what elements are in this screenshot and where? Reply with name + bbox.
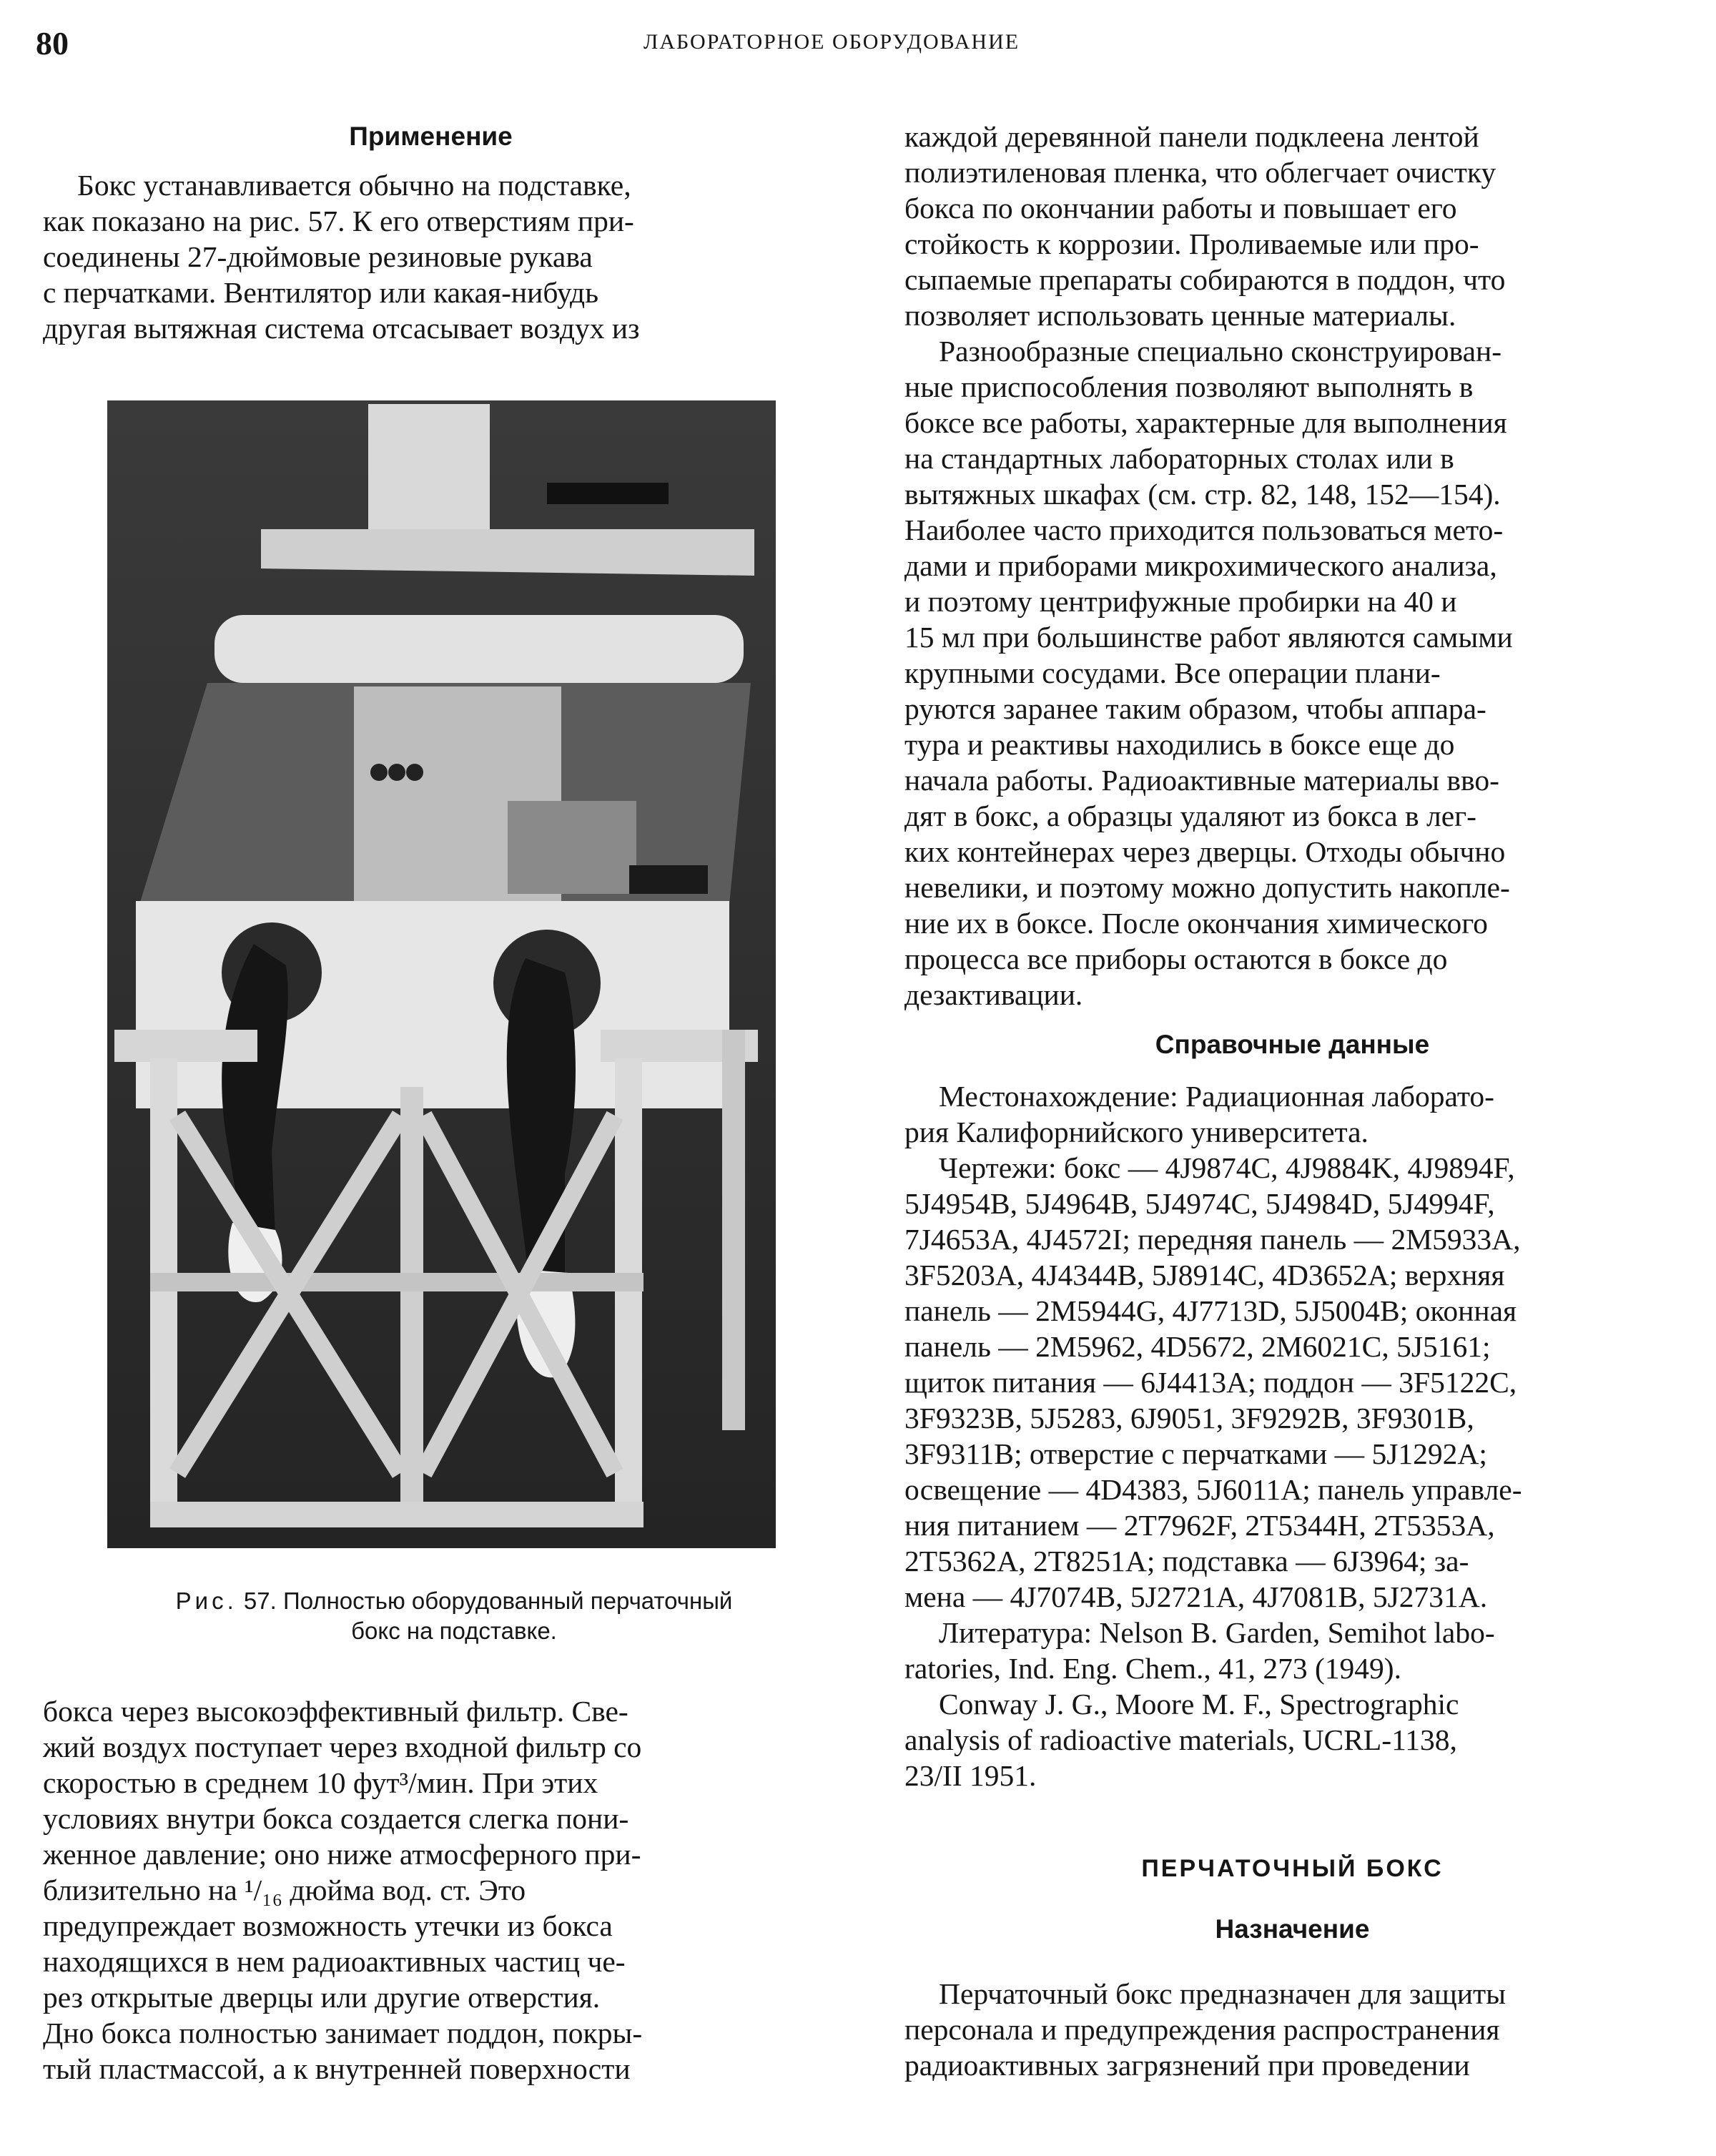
text-line: процесса все приборы остаются в боксе до [904, 942, 1448, 975]
text-line: ния питанием — 2T7962F, 2T5344H, 2T5353A, [904, 1509, 1495, 1542]
page-number: 80 [36, 25, 69, 61]
text-line: крупными сосудами. Все операции плани- [904, 656, 1441, 689]
text-line: на стандартных лабораторных столах или в [904, 442, 1454, 475]
text-line: женное давление; оно ниже атмосферного при- [43, 1838, 641, 1871]
text-line: ких контейнерах через дверцы. Отходы обычно [904, 835, 1506, 868]
text-line: дами и приборами микрохимического анализа, [904, 549, 1497, 582]
text-line: Чертежи: бокс — 4J9874C, 4J9884K, 4J9894F, [939, 1151, 1515, 1184]
text-line: Бокс устанавливается обычно на подставке, [77, 169, 631, 202]
text-line: боксе все работы, характерные для выполнения [904, 406, 1507, 439]
text-line: находящихся в нем радиоактивных частиц че- [43, 1945, 626, 1978]
text-line: с перчатками. Вентилятор или какая-нибудь [43, 276, 599, 309]
section-title-reference: Справочные данные [1155, 1030, 1430, 1059]
text-line: ние их в боксе. После окончания химического [904, 907, 1488, 940]
text-line: вытяжных шкафах (см. стр. 82, 148, 152—154). [904, 478, 1501, 511]
text-line: 2T5362A, 2T8251A; подставка — 6J3964; за- [904, 1545, 1469, 1577]
literature-paragraph [904, 1615, 1680, 1686]
text-line: рия Калифорнийского университета. [904, 1116, 1369, 1148]
filter-paragraph [43, 1693, 819, 2087]
figure-number: 57. [243, 1588, 277, 1614]
text-line: невелики, и поэтому можно допустить накопле- [904, 871, 1510, 904]
text-line: 15 мл при большинстве работ являются самыми [904, 621, 1513, 654]
application-paragraph [43, 167, 819, 346]
text-line: 5J4954B, 5J4964B, 5J4974C, 5J4984D, 5J4994F, [904, 1187, 1495, 1220]
purpose-paragraph [904, 1976, 1680, 2083]
text-line: Литература: Nelson B. Garden, Semihot labo- [939, 1616, 1495, 1649]
caption-line-1: Полностью оборудованный перчаточный [282, 1588, 733, 1614]
text-line: панель — 2M5944G, 4J7713D, 5J5004B; оконная [904, 1294, 1517, 1327]
location-paragraph [904, 1078, 1680, 1150]
text-line: бокса по окончании работы и повышает его [904, 192, 1457, 225]
text-line: Разнообразные специально сконструирован- [939, 335, 1502, 368]
left-column-lower [43, 1693, 819, 2087]
text-line: analysis of radioactive materials, UCRL-1138, [904, 1723, 1457, 1756]
text-line: сыпаемые препараты собираются в поддон, что [904, 263, 1506, 296]
text-line: Местонахождение: Радиационная лаборато- [939, 1080, 1494, 1113]
polyethylene-paragraph [904, 119, 1680, 333]
text-line: бокса через высокоэффективный фильтр. Све- [43, 1695, 628, 1728]
text-line: как показано на рис. 57. К его отверстиям при- [43, 205, 634, 237]
text-line: ные приспособления позволяют выполнять в [904, 370, 1474, 403]
drawings-paragraph [904, 1150, 1680, 1615]
caption-line-2: бокс на подставке. [351, 1618, 557, 1644]
section-title-application: Применение [349, 122, 513, 151]
text-line: освещение — 4D4383, 5J6011A; панель управле- [904, 1473, 1522, 1506]
text-line: 3F9311B; отверстие с перчатками — 5J1292A; [904, 1437, 1487, 1470]
figure-label: Рис. [175, 1588, 237, 1614]
text-line: и поэтому центрифужные пробирки на 40 и [904, 585, 1457, 618]
text-line: условиях внутри бокса создается слегка пони- [43, 1802, 629, 1835]
text-line: дят в бокс, а образцы удаляют из бокса в лег- [904, 799, 1476, 832]
text-line: стойкость к коррозии. Проливаемые или про- [904, 227, 1479, 260]
text-line: 3F9323B, 5J5283, 6J9051, 3F9292B, 3F9301B, [904, 1402, 1474, 1434]
figure-caption [107, 1586, 801, 1646]
text-line: Перчаточный бокс предназначен для защиты [939, 1977, 1507, 2010]
text-line: тый пластмассой, а к внутренней поверхности [43, 2052, 631, 2085]
main-heading-glovebox: ПЕРЧАТОЧНЫЙ БОКС [1141, 1855, 1444, 1882]
text-line: другая вытяжная система отсасывает воздух из [43, 312, 640, 345]
text-line: Дно бокса полностью занимает поддон, покры- [43, 2017, 643, 2049]
text-line: мена — 4J7074B, 5J2721A, 4J7081B, 5J2731A. [904, 1580, 1488, 1613]
text-line: тура и реактивы находились в боксе еще до [904, 728, 1455, 761]
text-line: позволяет использовать ценные материалы. [904, 299, 1456, 332]
text-line: панель — 2M5962, 4D5672, 2M6021C, 5J5161; [904, 1330, 1491, 1363]
text-line: предупреждает возможность утечки из бокса [43, 1909, 613, 1942]
text-line: руются заранее таким образом, чтобы аппара- [904, 692, 1486, 725]
text-line: полиэтиленовая пленка, что облегчает очистку [904, 156, 1496, 189]
text-line: 7J4653A, 4J4572I; передняя панель — 2M5933A, [904, 1223, 1521, 1256]
text-line: ratories, Ind. Eng. Chem., 41, 273 (1949). [904, 1652, 1402, 1685]
text-line: Наиболее часто приходится пользоваться мето- [904, 513, 1504, 546]
text-line: рез открытые дверцы или другие отверстия. [43, 1981, 601, 2014]
right-column [904, 119, 1680, 2083]
text-line: радиоактивных загрязнений при проведении [904, 2049, 1470, 2082]
text-line: каждой деревянной панели подклеена лентой [904, 120, 1479, 153]
text-line: начала работы. Радиоактивные материалы вво- [904, 764, 1499, 797]
left-column [43, 119, 819, 346]
text-line: щиток питания — 6J4413A; поддон — 3F5122C, [904, 1366, 1517, 1399]
text-line: 23/II 1951. [904, 1759, 1037, 1792]
text-line: 3F5203A, 4J4344B, 5J8914C, 4D3652A; верхняя [904, 1259, 1505, 1291]
section-title-purpose: Назначение [1215, 1914, 1370, 1944]
running-title: ЛАБОРАТОРНОЕ ОБОРУДОВАНИЕ [644, 30, 1020, 54]
conway-reference [904, 1686, 1680, 1793]
text-line: скоростью в среднем 10 фут³/мин. При этих [43, 1766, 598, 1799]
glovebox-photo [107, 400, 776, 1548]
text-line: Conway J. G., Moore M. F., Spectrographic [939, 1688, 1459, 1721]
text-line: близительно на ¹/₁₆ дюйма вод. ст. Это [43, 1874, 526, 1906]
devices-paragraph [904, 333, 1680, 1013]
text-line: соединены 27-дюймовые резиновые рукава [43, 240, 593, 273]
text-line: персонала и предупреждения распространения [904, 2013, 1500, 2046]
text-line: дезактивации. [904, 978, 1083, 1011]
text-line: жий воздух поступает через входной фильтр со [43, 1731, 642, 1763]
